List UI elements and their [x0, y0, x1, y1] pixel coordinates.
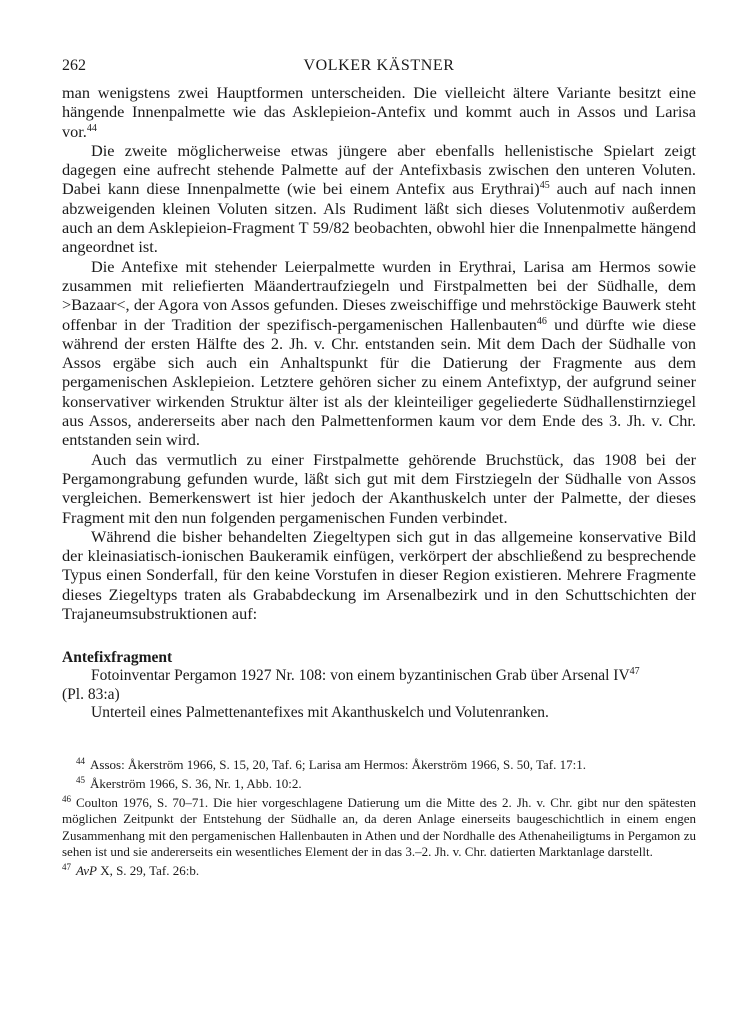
text-run: Die Antefixe mit stehender Leierpalmette wurden in Erythrai, Larisa am Hermos sowie zusammen mit reliefierten Mäandertraufziegeln und Firstpalmetten bei der Südhalle, dem >Bazaar<, der Agora von Assos gefunden. Dieses zweischiffige und mehrstöckige Bauwerk steht offenbar in der Tradition der spezifisch-pergamenischen Hallenbauten: [62, 256, 696, 334]
text-run: Auch das vermutlich zu einer Firstpalmette gehörende Bruchstück, das 1908 bei der Pergamongrabung gefunden wurde, läßt sich gut mit dem Firstziegeln der Südhalle von Assos vergleichen. Bemerkenswert ist hier jedoch der Akanthuskelch unter der Palmette, der dieses Fragment mit den nun folgenden pergamenischen Funden verbindet.: [62, 449, 696, 527]
footnotes: [62, 757, 696, 879]
text-run: Während die bisher behandelten Ziegeltypen sich gut in das allgemeine konservative Bild der kleinasiatisch-ionischen Baukeramik einfügen, verkörpert der abschließend zu besprechende Typus einen Sonderfall, für den keine Vorstufen in dieser Region existieren. Mehrere Fragmente dieses Ziegeltyps traten als Grababdeckung im Arsenalbezirk und in den Schuttschichten der Trajaneumsubstruktionen auf:: [62, 526, 696, 624]
footnote: [62, 776, 696, 792]
footnote-ref[interactable]: 45: [539, 180, 550, 192]
page: [62, 57, 696, 882]
catalog-reference: Fotoinventar Pergamon 1927 Nr. 108: von einem byzantinischen Grab über Arsenal IV$^{47}$: [91, 666, 640, 685]
catalog-entry: [62, 649, 696, 723]
catalog-heading: Antefixfragment: [62, 649, 173, 667]
paragraph: [62, 450, 696, 527]
text-run: man wenigstens zwei Hauptformen unterscheiden. Die vielleicht ältere Variante besitzt eine hängende Innenpalmette wie das Asklepieion-Antefix und kommt auch in Assos und Larisa vor.: [62, 83, 696, 141]
footnote-number: 44: [76, 755, 85, 766]
catalog-plate: (Pl. 83:a): [62, 685, 120, 703]
footnote-ref[interactable]: 46: [536, 315, 547, 327]
page-number: 262: [62, 57, 86, 74]
footnote-number: 46: [62, 794, 71, 805]
page-header: [62, 57, 696, 83]
text-run: Assos: Åkerström 1966, S. 15, 20, Taf. 6; Larisa am Hermos: Åkerström 1966, S. 50, Taf. 17:1.: [90, 756, 586, 772]
footnote: [62, 795, 696, 860]
text-run: auch auf nach innen abzweigenden kleinen Voluten sitzen. Als Rudiment läßt sich dieses Volutenmotiv außerdem auch an dem Asklepieion-Fragment T 59/82 beobachten, obwohl hier die Innenpalmette hängend angeordnet ist.: [62, 179, 696, 257]
text-run: Coulton 1976, S. 70–71. Die hier vorgeschlagene Datierung um die Mitte des 2. Jh. v. Chr. gibt nur den spätesten möglichen Zeitpunkt der Entstehung der Südhalle an, da deren Anlage einerseits baugeschichtlich in einem engen Zusammenhang mit den pergamenischen Hallenbauten in Athen und der Nordhalle des Athenaheiligtums in Pergamon zu sehen ist und sie andererseits ein wesentliches Element der in das 3.–2. Jh. v. Chr. datierten Marktanlage darstellt.: [62, 795, 696, 859]
footnote-number: 47: [62, 862, 71, 873]
footnote: [62, 863, 696, 879]
footnote: [62, 757, 696, 773]
running-head: VOLKER KÄSTNER: [303, 57, 455, 74]
footnote-number: 45: [76, 775, 85, 786]
italic-text: AvP: [76, 863, 97, 879]
text-run: Die zweite möglicherweise etwas jüngere aber ebenfalls hellenistische Spielart zeigt dagegen eine aufrecht stehende Palmette auf der Antefixbasis zwischen den unteren Voluten. Dabei kann diese Innenpalmette (wie bei einem Antefix aus Erythrai): [62, 140, 696, 199]
footnote-ref[interactable]: 44: [86, 122, 97, 134]
footnote-ref[interactable]: 47: [629, 666, 640, 678]
text-run: und dürfte wie diese während der ersten Hälfte des 2. Jh. v. Chr. entstanden sein. Mit dem Dach der Südhalle von Assos ergäbe sich auch ein Anhaltspunkt für die Datierung der Fragmente aus dem pergamenischen Asklepieion. Letztere gehören sicher zu einem Antefixtyp, der aufgrund seiner konservativer wirkenden Struktur älter ist als der kleinteiliger gegeliederte Südhallenstirnziegel aus Assos, andererseits aber nach den Palmettenformen kaum vor dem Ende des 3. Jh. v. Chr. entstanden sein wird.: [62, 314, 696, 450]
body-text: [62, 83, 696, 623]
catalog-description: Unterteil eines Palmettenantefixes mit Akanthuskelch und Volutenranken.: [91, 704, 549, 722]
paragraph: [62, 527, 696, 623]
text-run: Åkerström 1966, S. 36, Nr. 1, Abb. 10:2.: [90, 776, 302, 792]
paragraph: [62, 141, 696, 257]
paragraph: [62, 257, 696, 450]
text-run: X, S. 29, Taf. 26:b.: [96, 863, 200, 879]
paragraph: [62, 83, 696, 141]
